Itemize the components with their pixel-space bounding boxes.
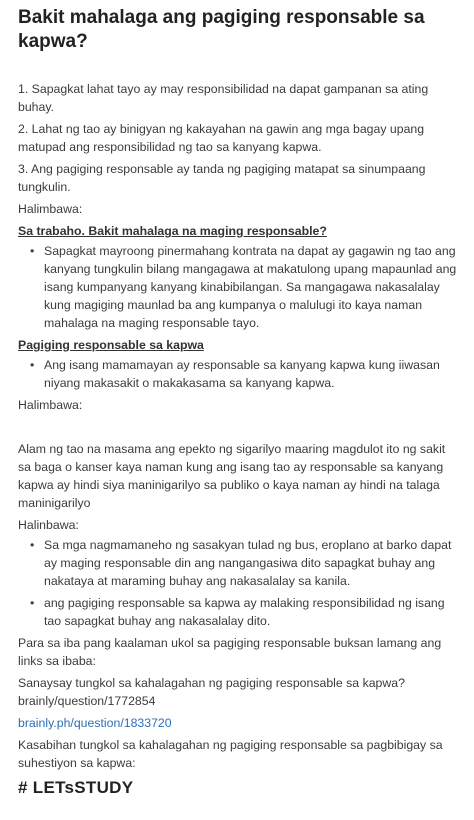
sanaysay-label: Sanaysay tungkol sa kahalagahan ng pagiging responsable sa kapwa?	[18, 676, 405, 690]
kapwa-list	[18, 356, 458, 392]
list-item-text: ang pagiging responsable sa kapwa ay malaking responsibilidad ng isang tao sapagkat buhay ang nakasalalay dito.	[44, 596, 445, 628]
bullet-icon: •	[30, 244, 35, 258]
question-link[interactable]: brainly.ph/question/1833720	[18, 716, 172, 730]
list-item-text: Ang isang mamamayan ay responsable sa kanyang kapwa kung iiwasan niyang makasakit o makakasama sa kanyang kapwa.	[44, 358, 440, 390]
reason-2: 2. Lahat ng tao ay binigyan ng kakayahan na gawin ang mga bagay upang matupad ang responsibilidad ng tao sa kanyang kapwa.	[18, 122, 425, 154]
more-info-text: Para sa iba pang kaalaman ukol sa pagiging responsable buksan lamang ang links sa ibaba:	[18, 636, 442, 668]
bullet-icon: •	[30, 358, 35, 372]
kapwa-heading: Pagiging responsable sa kapwa	[18, 338, 204, 352]
reason-1: 1. Sapagkat lahat tayo ay may responsibilidad na dapat gampanan sa ating buhay.	[18, 82, 429, 114]
list-item-text: Sa mga nagmamaneho ng sasakyan tulad ng bus, eroplano at barko dapat ay maging responsable din ang nangangasiwa dito sapagkat buhay ang nakataya at maraming buhay ang nakasalalay sa kanila.	[44, 538, 452, 588]
bullet-icon: •	[30, 596, 35, 610]
examples-list	[18, 536, 458, 630]
list-item	[30, 356, 458, 392]
hashtag-footer: # LETsSTUDY	[18, 778, 134, 797]
sanaysay-link-text: brainly/question/1772854	[18, 694, 156, 708]
reason-3: 3. Ang pagiging responsable ay tanda ng pagiging matapat sa sinumpaang tungkulin.	[18, 162, 426, 194]
page-title: Bakit mahalaga ang pagiging responsable sa kapwa?	[18, 7, 425, 52]
sigarilyo-paragraph: Alam ng tao na masama ang epekto ng sigarilyo maaring magdulot ito ng sakit sa baga o kanser kaya naman kung ang isang tao ay responsable sa kanyang kapwa ay hindi siya maninigarilyo sa publiko o kaya naman ay hindi na talaga maninigarilyo	[18, 442, 446, 510]
kasabihan-text: Kasabihan tungkol sa kahalagahan ng pagiging responsable sa pagbibigay sa suhestiyon sa kapwa:	[18, 738, 443, 770]
halimbawa-label-1: Halimbawa:	[18, 202, 83, 216]
trabaho-list	[18, 242, 458, 332]
halimbawa-label-2: Halimbawa:	[18, 398, 83, 412]
trabaho-heading: Sa trabaho. Bakit mahalaga na maging responsable?	[18, 224, 327, 238]
list-item	[30, 594, 458, 630]
halinbawa-label: Halinbawa:	[18, 518, 79, 532]
list-item	[30, 242, 458, 332]
list-item	[30, 536, 458, 590]
list-item-text: Sapagkat mayroong pinermahang kontrata na dapat ay gagawin ng tao ang kanyang tungkulin bilang mangagawa at makatulong upang mapaunlad ang isang kumpanyang kanyang kinabibilangan. Sa mangagawa nakasalalay kung magiging maunlad ba ang kumpanya o malulugi ito kaya naman mahalaga na maging responsable tayo.	[44, 244, 457, 330]
bullet-icon: •	[30, 538, 35, 552]
